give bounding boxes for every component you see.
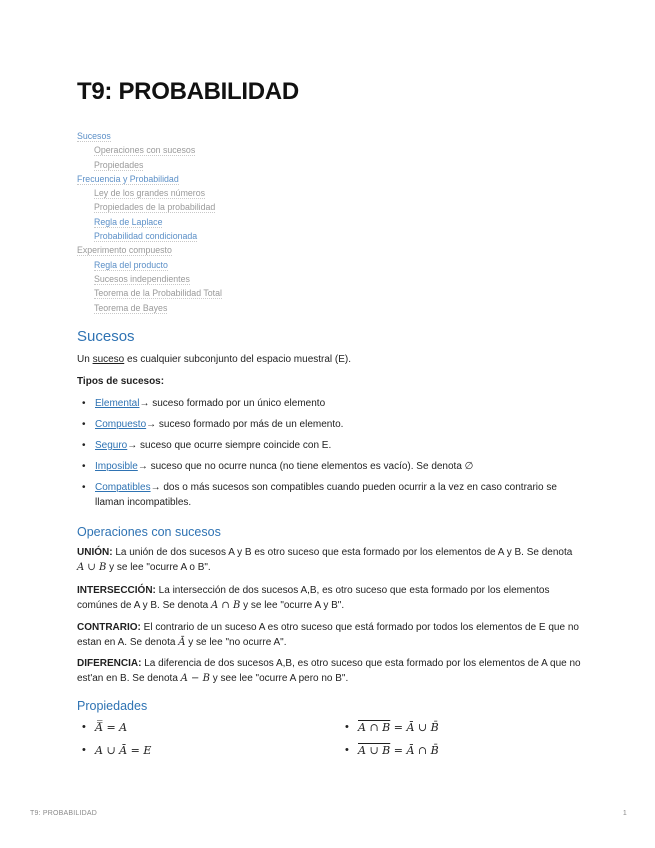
op-interseccion: INTERSECCIÓN: La intersección de dos sucesos A,B, es otro suceso que esta formado por los elementos comúnes de A y B. Se denota A ∩ B y se lee "ocurre A y B". (77, 585, 550, 611)
list-item: • Elemental→ suceso formado por un único elemento (77, 396, 557, 411)
toc-item-probabilidad-condicionada[interactable]: Probabilidad condicionada (94, 231, 198, 242)
list-item: • A ∪ B = Ā ∩ B̄ (340, 743, 580, 759)
toc-item-frecuencia[interactable]: Frecuencia y Probabilidad (77, 173, 179, 184)
list-item: • Compuesto→ suceso formado por más de un elemento. (77, 417, 557, 432)
section-heading-propiedades: Propiedades (77, 699, 148, 713)
section-heading-sucesos: Sucesos (77, 328, 135, 345)
list-item: • Compatibles→ dos o más sucesos son compatibles cuando pueden ocurrir a la vez en caso contrario se llaman incompatibles. (77, 480, 557, 510)
link-compuesto[interactable]: Compuesto (95, 419, 147, 430)
term-suceso: suceso (92, 354, 125, 365)
link-compatibles[interactable]: Compatibles (95, 482, 151, 493)
list-item: • Seguro→ suceso que ocurre siempre coincide con E. (77, 438, 557, 453)
page-title: T9: PROBABILIDAD (77, 78, 299, 105)
toc-item-probabilidad-total[interactable]: Teorema de la Probabilidad Total (94, 288, 222, 299)
toc-item-bayes[interactable]: Teorema de Bayes (94, 302, 168, 313)
toc-item-ley-grandes-numeros[interactable]: Ley de los grandes números (94, 188, 206, 199)
tipos-sucesos-list (77, 396, 557, 510)
toc-item-experimento-compuesto[interactable]: Experimento compuesto (77, 245, 172, 256)
list-item: • A̿ = A (77, 720, 317, 736)
page-number: 1 (622, 810, 627, 817)
propiedades-list-right (340, 720, 580, 759)
toc-item-regla-producto[interactable]: Regla del producto (94, 259, 168, 270)
toc-item-propiedades[interactable]: Propiedades (94, 159, 144, 170)
section-heading-operaciones: Operaciones con sucesos (77, 525, 221, 539)
toc-item-operaciones[interactable]: Operaciones con sucesos (94, 145, 196, 156)
link-imposible[interactable]: Imposible (95, 461, 138, 472)
link-elemental[interactable]: Elemental (95, 398, 140, 409)
op-contrario: CONTRARIO: El contrario de un suceso A es otro suceso que está formado por todos los elementos de E que no estan en A. Se denota Ā y se lee "no ocurre A". (77, 622, 579, 648)
link-seguro[interactable]: Seguro (95, 440, 128, 451)
toc-item-propiedades-probabilidad[interactable]: Propiedades de la probabilidad (94, 202, 216, 213)
toc-item-regla-laplace[interactable]: Regla de Laplace (94, 216, 163, 227)
op-union: UNIÓN: La unión de dos sucesos A y B es otro suceso que esta formado por los elementos de A y B. Se denota A ∪ B y se lee "ocurre A o B". (77, 547, 573, 573)
sucesos-intro: Un suceso es cualquier subconjunto del espacio muestral (E). (77, 354, 352, 365)
list-item: • A ∪ Ā = E (77, 743, 317, 759)
list-item: • A ∩ B = Ā ∪ B̄ (340, 720, 580, 736)
list-item: • Imposible→ suceso que no ocurre nunca (no tiene elementos es vacío). Se denota ∅ (77, 459, 557, 474)
footer-title: T9: PROBABILIDAD (30, 810, 97, 817)
table-of-contents (77, 129, 222, 315)
toc-item-sucesos-independientes[interactable]: Sucesos independientes (94, 273, 190, 284)
types-heading: Tipos de sucesos: (77, 376, 165, 387)
toc-item-sucesos[interactable]: Sucesos (77, 131, 111, 141)
op-diferencia: DIFERENCIA: La diferencia de dos sucesos A,B, es otro suceso que esta formado por los elementos de A que no est'an en B. Se denota A − B y see lee "ocurre A pero no B". (77, 658, 581, 684)
propiedades-list-left (77, 720, 317, 759)
